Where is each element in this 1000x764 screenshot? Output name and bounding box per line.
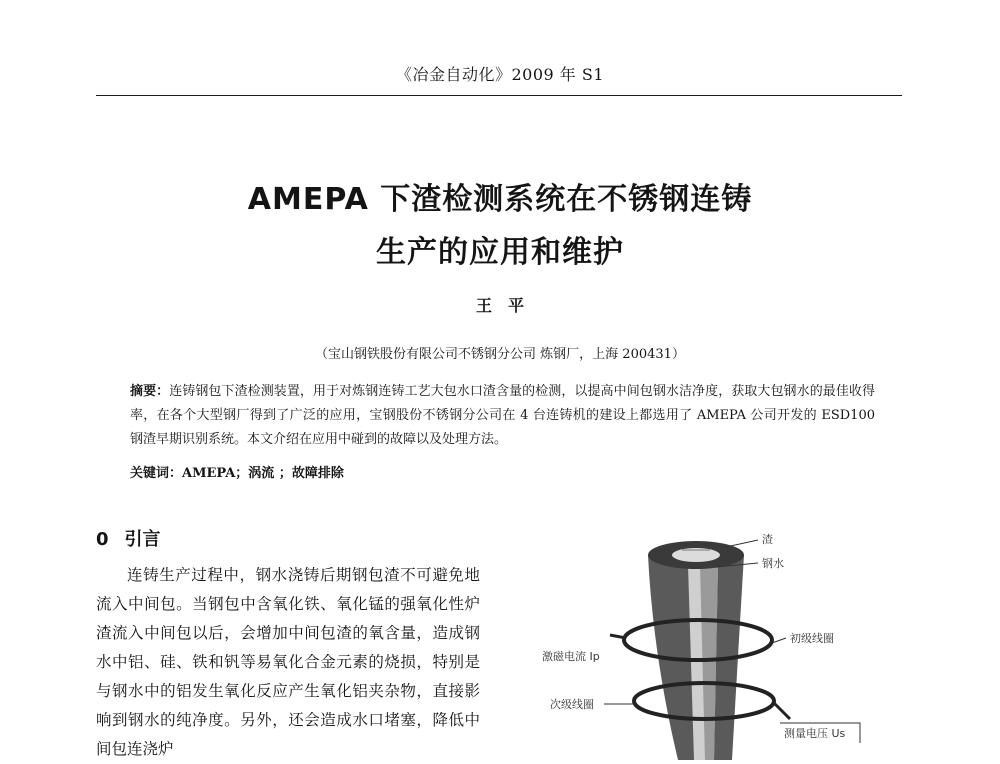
fig-label-secondary-coil: 次级线圈	[550, 698, 594, 711]
fig-label-voltage: 测量电压 Us	[784, 727, 846, 740]
paper-title-line-2: 生产的应用和维护	[376, 235, 624, 270]
abstract	[130, 380, 875, 452]
fig-label-slag: 渣	[762, 533, 773, 546]
paper-title-line-1: AMEPA 下渣检测系统在不锈钢连铸	[247, 182, 753, 217]
fig-label-excitation: 激磁电流 Ip	[542, 650, 600, 663]
fig-label-primary-coil: 初级线圈	[790, 632, 834, 645]
author: 王 平	[475, 296, 524, 315]
section-body-text: 连铸生产过程中，钢水浇铸后期钢包渣不可避免地流入中间包。当钢包中含氧化铁、氧化锰的强氧化性炉渣流入中间包以后，会增加中间包渣的氧含量，造成钢水中铝、硅、铁和钒等易氧化合金元素的烧损，特别是与钢水中的铝发生氧化反应产生氧化铝夹杂物，直接影响到钢水的纯净度。另外，还会造成水口堵塞，降低中间包连浇炉	[96, 566, 480, 758]
affiliation: （宝山钢铁股份有限公司不锈钢分公司 炼钢厂，上海 200431）	[315, 347, 685, 362]
keywords: 关键词：AMEPA；涡流 ；故障排除	[130, 466, 344, 481]
leader-primary	[772, 638, 786, 643]
header-rule	[96, 95, 902, 96]
fig-label-steel: 钢水	[762, 557, 784, 570]
leader-slag	[726, 540, 758, 547]
abstract-text: 连铸钢包下渣检测装置，用于对炼钢连铸工艺大包水口渣含量的检测，以提高中间包钢水洁净度，获取大包钢水的最佳收得率，在各个大型钢厂得到了广泛的应用，宝钢股份不锈钢分公司在 4 台连铸机的建设上都选用了 AMEPA 公司开发的 ESD100 钢渣早期识别系统。本文介绍在应用中碰到的故障以及处理方法。	[130, 384, 875, 447]
abstract-label: 摘要：	[130, 384, 170, 399]
running-head: 《冶金自动化》2009 年 S1	[395, 65, 605, 84]
section-title: 引言	[124, 529, 161, 550]
secondary-coil-lead	[774, 703, 790, 719]
section-heading	[96, 525, 161, 551]
section-number: 0	[96, 529, 109, 550]
figure-eddy-current-sensor	[530, 505, 890, 760]
